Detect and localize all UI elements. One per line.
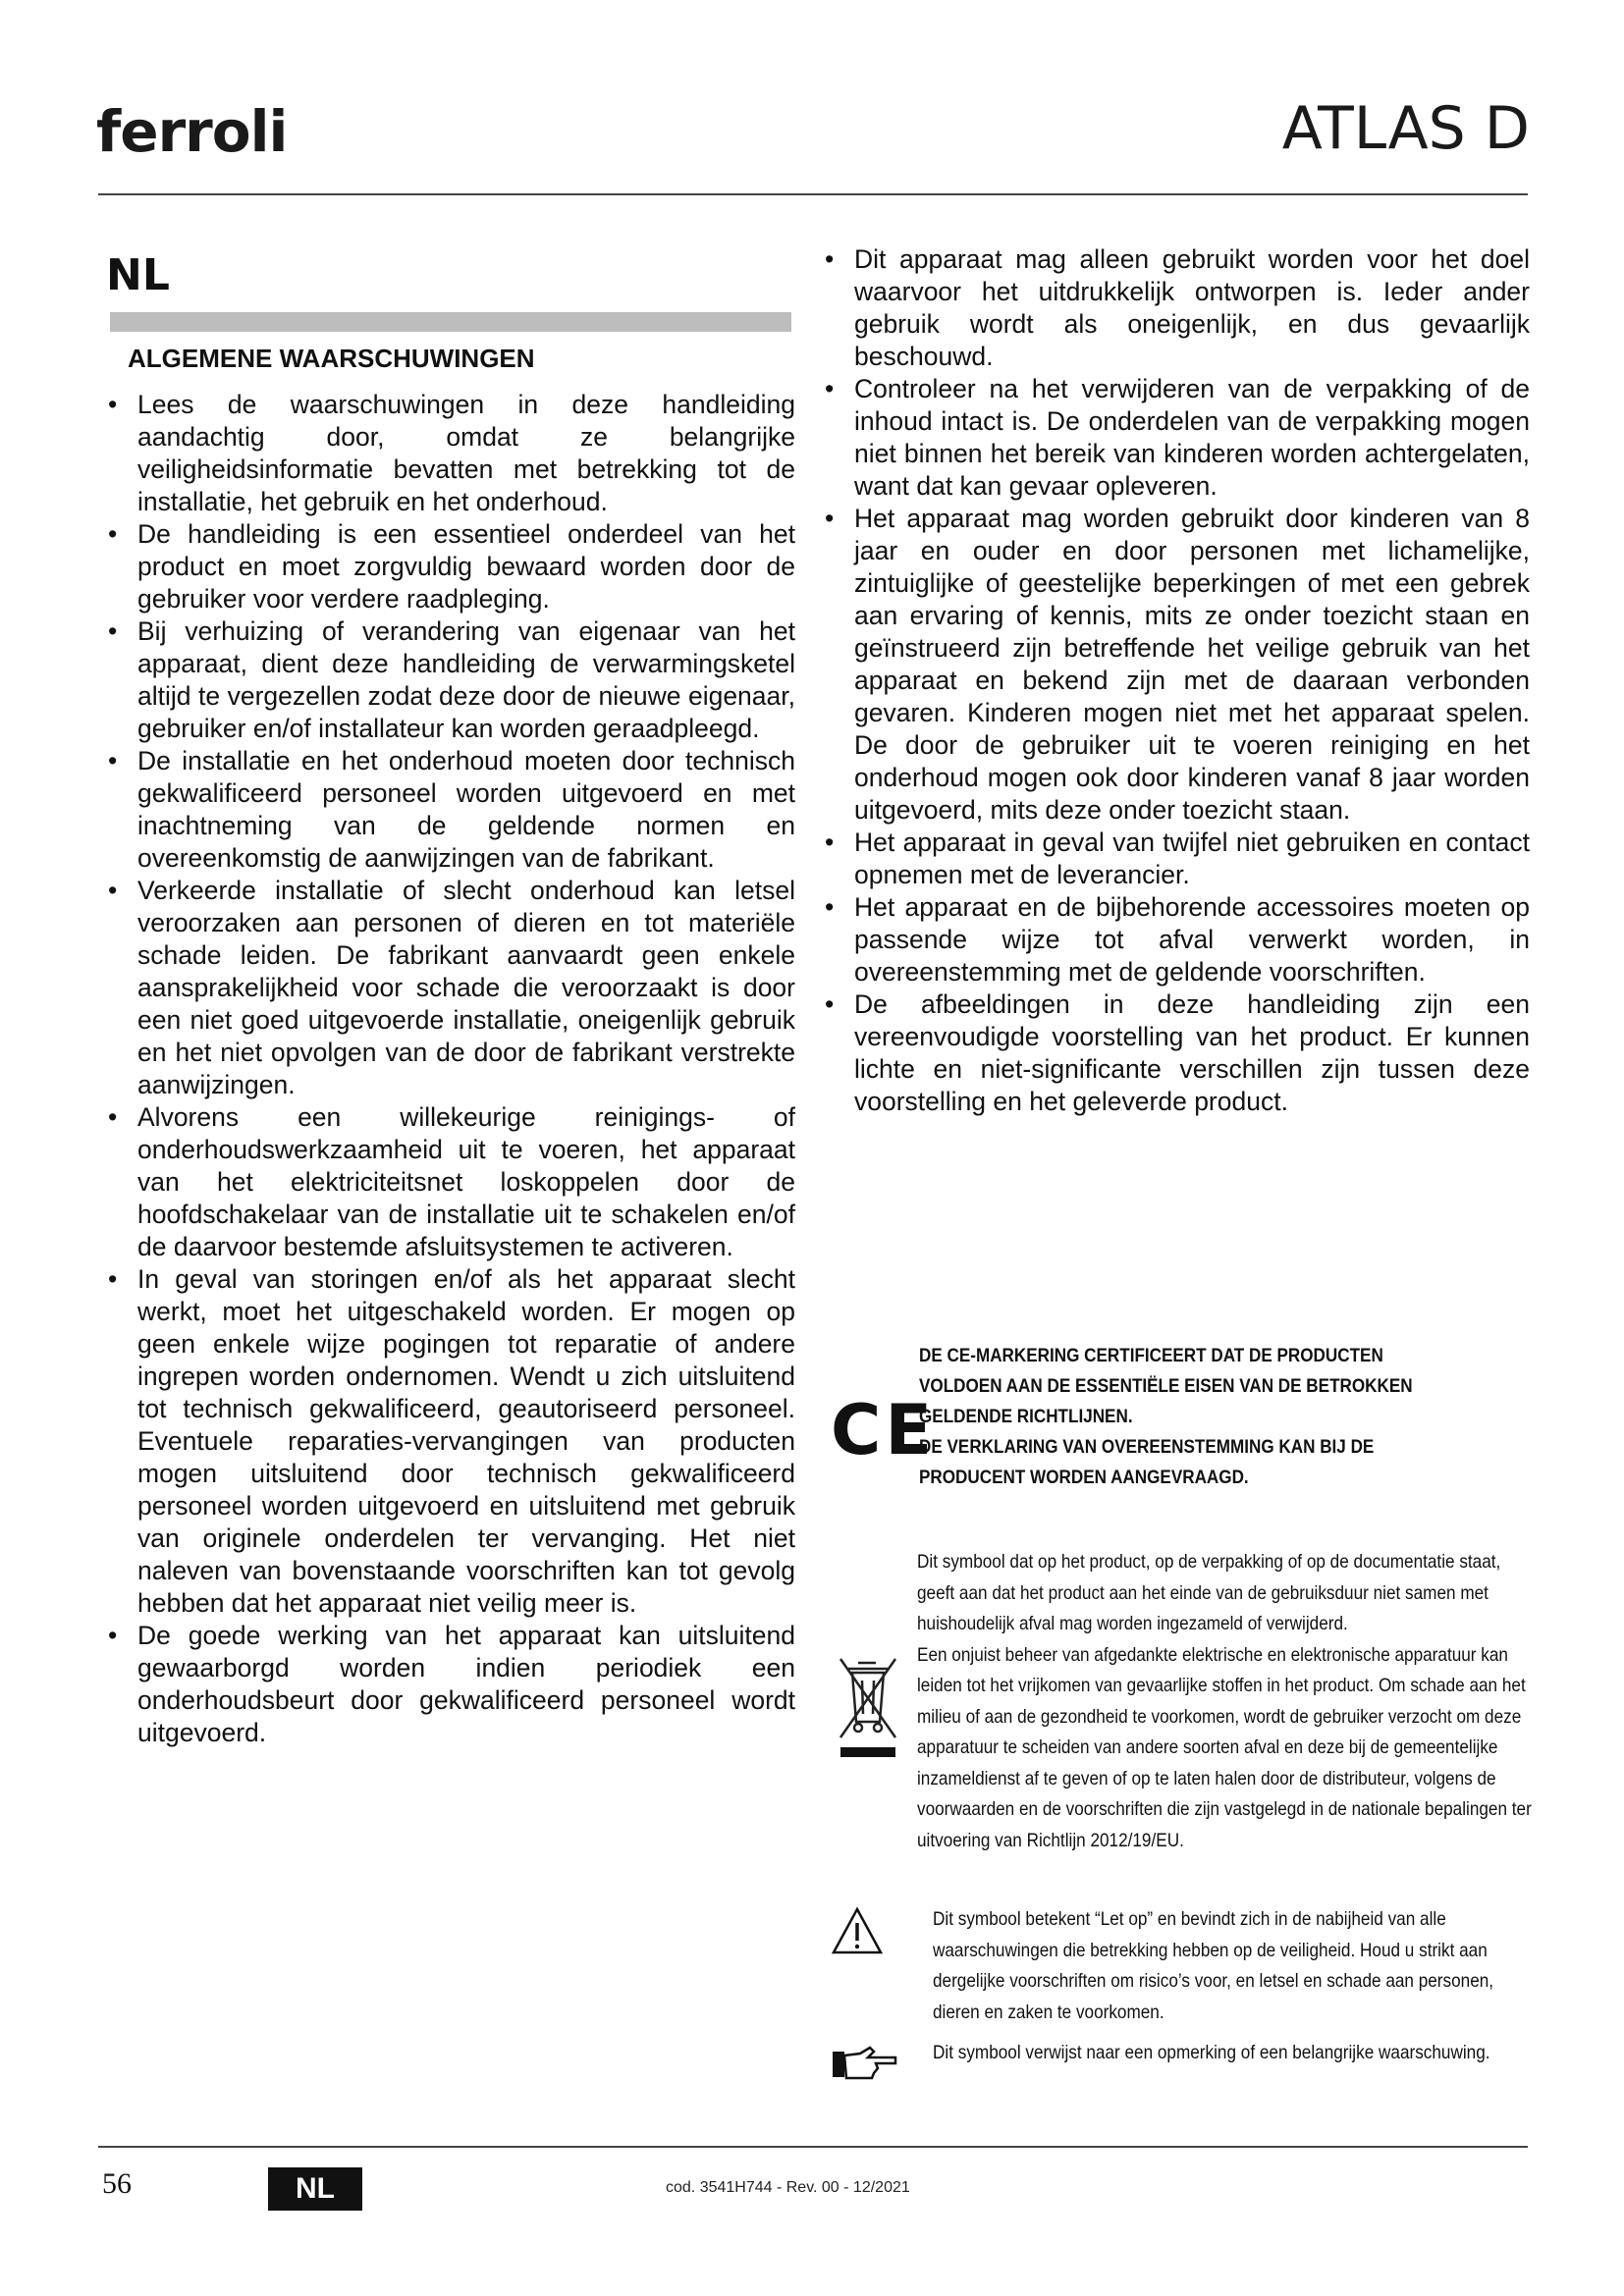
right-column — [823, 243, 1530, 1118]
list-item: • Alvorens een willekeurige reinigings- of onderhoudswerkzaamheid uit te voeren, het apparaat van het elektriciteitsnet loskoppelen door de hoofdschakelaar van de installatie uit te schakelen en/of de daarvoor bestemde afsluitsystemen te activeren. — [106, 1101, 795, 1263]
language-badge: NL — [268, 2167, 362, 2211]
list-item: • Verkeerde installatie of slecht onderhoud kan letsel veroorzaken aan personen of dieren en tot materiële schade leiden. De fabrikant aanvaardt geen enkele aansprakelijkheid voor schade die veroorzaakt is door een niet goed uitgevoerde installatie, oneigenlijk gebruik en het niet opvolgen van de door de fabrikant verstrekte aanwijzingen. — [106, 875, 795, 1101]
list-item: • Dit apparaat mag alleen gebruikt worden voor het doel waarvoor het uitdrukkelijk ontworpen is. Ieder ander gebruik wordt als oneigenlijk, en dus gevaarlijk beschouwd. — [823, 243, 1530, 373]
ce-line-2: DE VERKLARING VAN OVEREENSTEMMING KAN BIJ DE PRODUCENT WORDEN AANGEVRAAGD. — [919, 1437, 1375, 1488]
hand-note-text: Dit symbool verwijst naar een opmerking of een belangrijke waarschuwing. — [933, 2042, 1490, 2063]
list-item: • Bij verhuizing of verandering van eigenaar van het apparaat, dient deze handleiding de verwarmingsketel altijd te vergezellen zodat deze door de nieuwe eigenaar, gebruiker en/of installateur kan worden geraadpleegd. — [106, 615, 795, 745]
ce-line-1: DE CE-MARKERING CERTIFICEERT DAT DE PRODUCTEN VOLDOEN AAN DE ESSENTIËLE EISEN VAN DE BETROKKEN GELDENDE RICHTLIJNEN. — [919, 1346, 1413, 1427]
model-title: ATLAS D — [1281, 94, 1530, 163]
document-code: cod. 3541H744 - Rev. 00 - 12/2021 — [666, 2179, 910, 2196]
list-item: • Controleer na het verwijderen van de verpakking of de inhoud intact is. De onderdelen van de verpakking mogen niet binnen het bereik van kinderen worden achtergelaten, want dat kan gevaar opleveren. — [823, 373, 1530, 503]
ce-text — [919, 1341, 1467, 1493]
weee-paragraph-2: Een onjuist beheer van afgedankte elektrische en elektronische apparatuur kan leiden tot het vrijkomen van gevaarlijke stoffen in het product. Om schade aan het milieu of aan de gezondheid te voorkomen, wordt de gebruiker verzocht om deze apparatuur te scheiden van andere soorten afval en deze bij de gemeentelijke inzameldienst af te geven of op te laten halen door de distributeur, volgens de voorwaarden en de voorschriften die zijn vastgelegd in de nationale bepalingen ter uitvoering van Richtlijn 2012/19/EU. — [917, 1643, 1532, 1851]
warning-triangle-icon — [831, 1906, 884, 1955]
list-item: • De handleiding is een essentieel onderdeel van het product en moet zorgvuldig bewaard worden door de gebruiker voor verdere raadpleging. — [106, 518, 795, 615]
pointing-hand-icon — [831, 2044, 899, 2081]
list-item: • Lees de waarschuwingen in deze handleiding aandachtig door, omdat ze belangrijke veiligheidsinformatie bevatten met betrekking tot de installatie, het gebruik en het onderhoud. — [106, 389, 795, 518]
list-item: • In geval van storingen en/of als het apparaat slecht werkt, moet het uitgeschakeld worden. Er mogen op geen enkele wijze pogingen tot reparatie of andere ingrepen worden ondernomen. Wendt u zich uitsluitend tot technisch gekwalificeerd, geautoriseerd personeel. Eventuele reparaties-vervangingen van producten mogen uitsluitend door technisch gekwalificeerd personeel worden uitgevoerd en uitsluitend met gebruik van originele onderdelen ter vervanging. Het niet naleven van bovenstaande voorschriften kan tot gevolg hebben dat het apparaat niet veilig meer is. — [106, 1263, 795, 1620]
list-item: • De goede werking van het apparaat kan uitsluitend gewaarborgd worden indien periodiek een onderhoudsbeurt door gekwalificeerd personeel wordt uitgevoerd. — [106, 1620, 795, 1749]
list-item: • Het apparaat in geval van twijfel niet gebruiken en contact opnemen met de leverancier. — [823, 827, 1530, 891]
ferroli-logo: ferroli — [96, 98, 288, 165]
language-heading: NL — [106, 250, 170, 300]
weee-text — [917, 1547, 1540, 1856]
warning-list-left — [106, 389, 795, 1749]
warning-note-text: Dit symbool betekent “Let op” en bevindt zich in de nabijheid van alle waarschuwingen die betrekking hebben op de veiligheid. Houd u strikt aan dergelijke voorschriften om risico’s voor, en letsel en schade aan personen, dieren en zaken te voorkomen. — [933, 1908, 1494, 2023]
weee-paragraph-1: Dit symbool dat op het product, op de verpakking of op de documentatie staat, geeft aan dat het product aan het einde van de gebruiksduur niet samen met huishoudelijk afval mag worden ingezameld of verwijderd. — [917, 1551, 1501, 1634]
section-title: ALGEMENE WAARSCHUWINGEN — [128, 344, 535, 373]
header-divider — [98, 193, 1528, 195]
footer-divider — [98, 2146, 1528, 2148]
crossed-out-bin-icon — [837, 1653, 899, 1761]
list-item: • De installatie en het onderhoud moeten door technisch gekwalificeerd personeel worden uitgevoerd en met inachtneming van de geldende normen en overeenkomstig de aanwijzingen van de fabrikant. — [106, 745, 795, 875]
section-bar — [110, 312, 791, 332]
page-number: 56 — [102, 2167, 132, 2200]
left-column — [106, 389, 795, 1749]
list-item: • De afbeeldingen in deze handleiding zijn een vereenvoudigde voorstelling van het product. Er kunnen lichte en niet-significante verschillen zijn tussen deze voorstelling en het geleverde product. — [823, 988, 1530, 1118]
ce-mark-icon: CE — [831, 1390, 937, 1470]
warning-list-right — [823, 243, 1530, 1118]
list-item: • Het apparaat mag worden gebruikt door kinderen van 8 jaar en ouder en door personen met lichamelijke, zintuiglijke of geestelijke beperkingen of met een gebrek aan ervaring of kennis, mits ze onder toezicht staan en geïnstrueerd zijn betreffende het veilige gebruik van het apparaat en bekend zijn met de daaraan verbonden gevaren. Kinderen mogen niet met het apparaat spelen. De door de gebruiker uit te voeren reiniging en het onderhoud mogen ook door kinderen vanaf 8 jaar worden uitgevoerd, mits deze onder toezicht staan. — [823, 503, 1530, 827]
list-item: • Het apparaat en de bijbehorende accessoires moeten op passende wijze tot afval verwerkt worden, in overeenstemming met de geldende voorschriften. — [823, 891, 1530, 988]
